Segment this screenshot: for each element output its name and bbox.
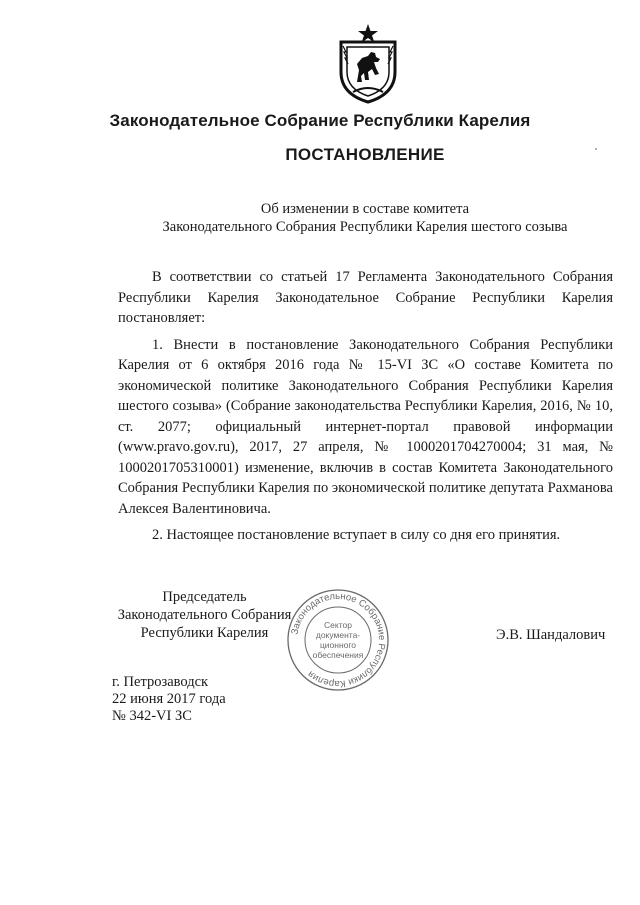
item-2-paragraph: 2. Настоящее постановление вступает в силу со дня его принятия. xyxy=(152,527,561,543)
document-footer xyxy=(112,674,226,725)
footer-city: г. Петрозаводск xyxy=(112,674,209,690)
coat-of-arms-icon xyxy=(335,22,401,104)
item-1-paragraph: 1. Внести в постановление Законодательного Собрания Республики Карелия от 6 октября 2016 года № 15-VI ЗС «О составе Комитета по экономической политике Законодательного Собрания Республики Карелия шестого созыва» (Собрание законодательства Республики Карелия, 2016, № 10, ст. 2077; официальный интернет-портал правовой информации (www.pravo.gov.ru), 2017, 27 апреля, № 1000201704270004; 31 мая, № 1000201705310001) изменение, включив в состав Комитета Законодательного Собрания Республики Карелия по экономической политике депутата Рахманова Алексея Валентиновича. xyxy=(118,336,613,517)
stamp-inner-line-4: обеспечения xyxy=(312,650,364,660)
signatory-title-line-3: Республики Карелия xyxy=(140,625,269,641)
subject-line-2: Законодательного Собрания Республики Карелия шестого созыва xyxy=(162,219,568,235)
document-type-heading: ПОСТАНОВЛЕНИЕ xyxy=(285,145,445,164)
document-body xyxy=(118,267,613,546)
stamp-inner-line-2: документа- xyxy=(315,630,361,640)
footer-date: 22 июня 2017 года xyxy=(112,691,226,707)
stamp-inner-line-3: ционного xyxy=(319,640,357,650)
document-subject xyxy=(0,200,640,236)
organization-title: Законодательное Собрание Республики Карелия xyxy=(109,111,531,130)
signatory-title xyxy=(112,588,297,642)
official-stamp xyxy=(286,588,390,692)
signatory-name: Э.В. Шандалович xyxy=(496,627,606,643)
preamble-paragraph: В соответствии со статьей 17 Регламента Законодательного Собрания Республики Карелия Законодательное Собрание Республики Карелия постановляет: xyxy=(118,269,613,326)
stamp-outer-text: Законодательное Собрание Республики Карелия xyxy=(289,590,388,690)
subject-line-1: Об изменении в составе комитета xyxy=(260,201,470,217)
signatory-title-line-1: Председатель xyxy=(162,589,247,605)
footer-number: № 342-VI ЗС xyxy=(112,708,192,724)
stamp-inner-line-1: Сектор xyxy=(324,620,352,630)
signatory-title-line-2: Законодательного Собрания xyxy=(117,607,292,623)
scan-speck xyxy=(595,148,597,150)
